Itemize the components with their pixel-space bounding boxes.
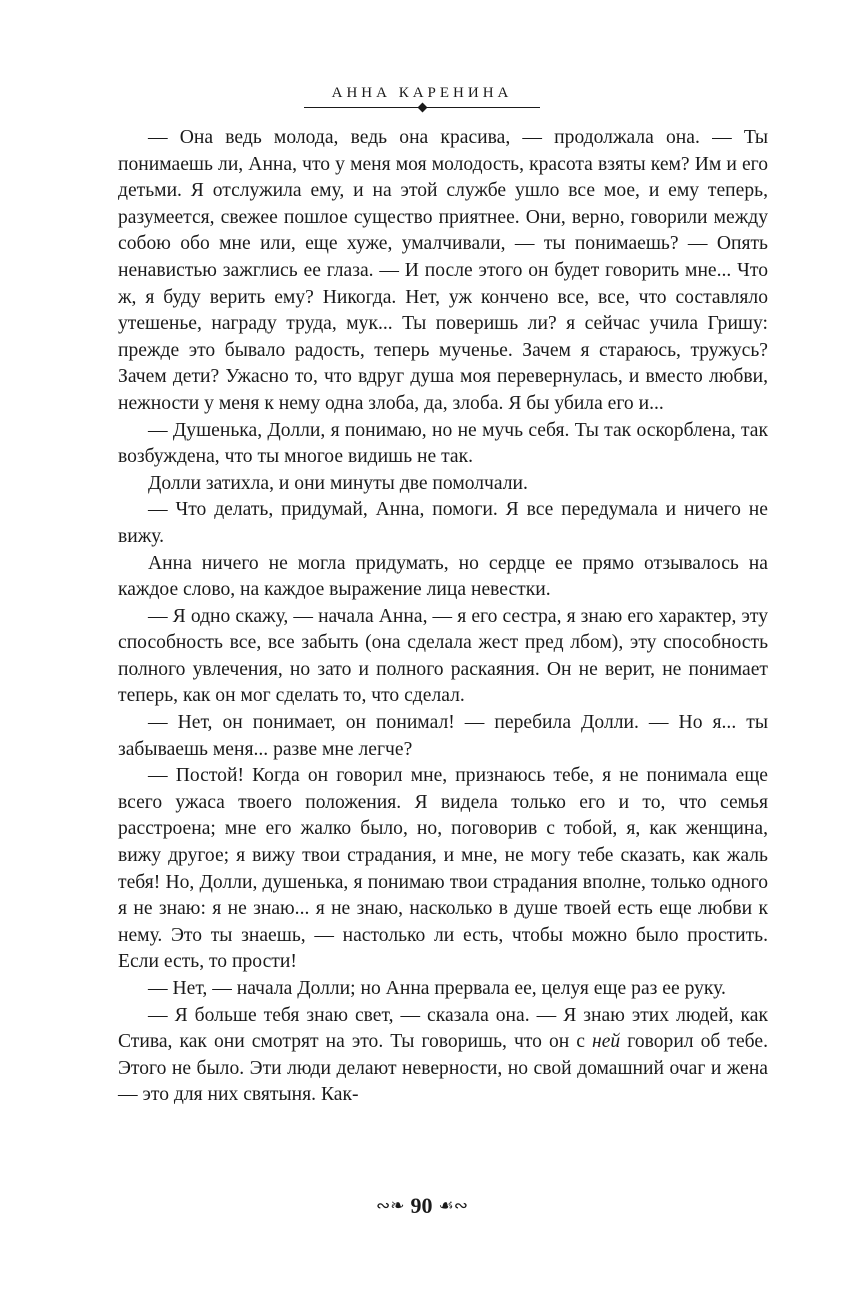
text-run: говорил об тебе. Этого не было. Эти люди делают неверности, но свой домашний очаг и жена — это для них святыня. Как- [118, 1031, 768, 1106]
paragraph: — Душенька, Долли, я понимаю, но не мучь себя. Ты так оскорблена, так возбуждена, что ты многое видишь не так. [118, 419, 768, 468]
paragraph: Долли затихла, и они минуты две помолчали. [148, 472, 528, 494]
paragraph: Анна ничего не могла придумать, но сердце ее прямо отзывалось на каждое слово, на каждое выражение лица невестки. [118, 552, 768, 601]
paragraph: — Она ведь молода, ведь она красива, — продолжала она. — Ты понимаешь ли, Анна, что у меня моя молодость, красота взяты кем? Им и его детьми. Я отслужила ему, и на этой службе ушло все мое, и ему теперь, разумеется, свежее пошлое существо приятнее. Они, верно, говорили между собою обо мне или, еще хуже, умалчивали, — ты понимаешь? — Опять ненавистью зажглись ее глаза. — И после этого он будет говорить мне... Что ж, я буду верить ему? Никогда. Нет, уж кончено все, все, что составляло утешенье, награду труда, мук... Ты поверишь ли? я сейчас учила Гришу: прежде это бывало радость, теперь мученье. Зачем я стараюсь, тружусь? Зачем дети? Ужасно то, что вдруг душа моя перевернулась, и вместо любви, нежности у меня к нему одна злоба, да, злоба. Я бы убила его и... [118, 127, 768, 414]
emphasized-word: ней [592, 1031, 621, 1053]
paragraph: — Нет, он понимает, он понимал! — перебила Долли. — Но я... ты забываешь меня... разве мне легче? [118, 712, 768, 760]
page-number: 90 [410, 1193, 433, 1218]
running-header [0, 84, 844, 108]
diamond-ornament-icon [417, 103, 427, 113]
body-text [118, 125, 768, 1109]
paragraph: — Нет, — начала Долли; но Анна прервала ее, целуя еще раз ее руку. [148, 978, 726, 999]
header-rule [304, 107, 540, 108]
text-run: — Я больше тебя знаю свет, — сказала она. — Я знаю этих людей, как Стива, как они смотрят на это. Ты говоришь, что он с [118, 1004, 768, 1053]
paragraph: — Постой! Когда он говорил мне, признаюсь тебе, я не понимала еще всего ужаса твоего положения. Я видела только его и то, что семья расстроена; мне его жалко было, но, поговорив с тобой, я, как женщина, вижу другое; я вижу твои страдания, и мне, не могу тебе сказать, как жаль тебя! Но, Долли, душенька, я понимаю твои страдания вполне, только одного я не знаю: я не знаю... я не знаю, насколько в душе твоей есть еще любви к нему. Это ты знаешь, — настолько ли есть, чтобы можно было простить. Если есть, то прости! [118, 765, 768, 973]
right-fleuron-icon: ☙∾ [438, 1196, 468, 1215]
paragraph: — Я одно скажу, — начала Анна, — я его сестра, я знаю его характер, эту способность все, все забыть (она сделала жест пред лбом), эту способность полного увлечения, но зато и полного раскаяния. Он не верит, не понимает теперь, как он мог сделать то, что сделал. [118, 605, 768, 707]
left-fleuron-icon: ∾❧ [376, 1196, 405, 1215]
page-footer [0, 1193, 844, 1219]
book-title: АННА КАРЕНИНА [331, 85, 513, 101]
paragraph-last [118, 1003, 768, 1109]
paragraph: — Что делать, придумай, Анна, помоги. Я все передумала и ничего не вижу. [118, 499, 768, 547]
